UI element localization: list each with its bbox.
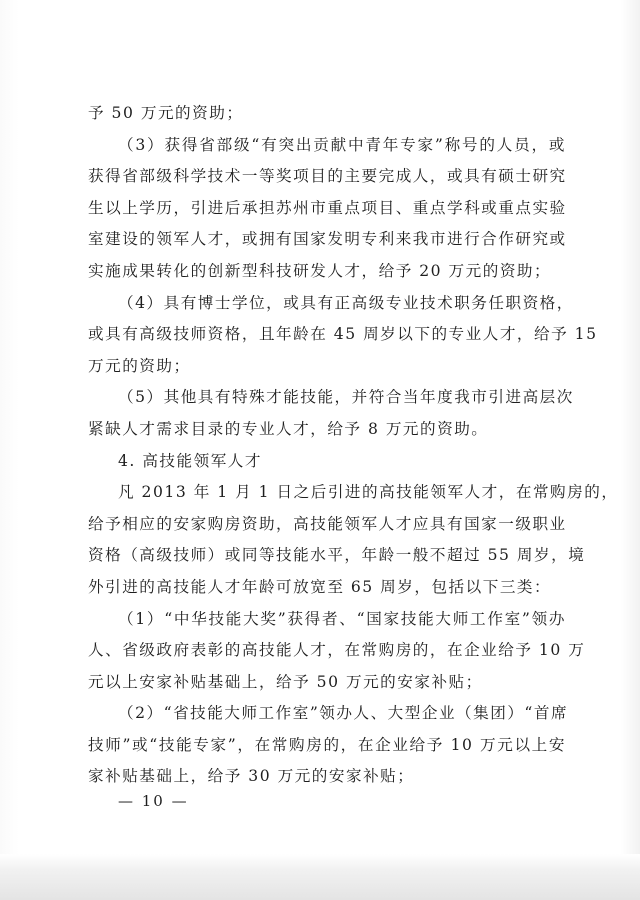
- text-line: 家补贴基础上，给予 30 万元的安家补贴；: [88, 767, 415, 786]
- text-line: 人、省级政府表彰的高技能人才，在常购房的，在企业给予 10 万: [88, 641, 586, 660]
- text-line: 资格（高级技师）或同等技能水平，年龄一般不超过 55 周岁，境: [88, 546, 586, 565]
- text-line: （1）“中华技能大奖”获得者、“国家技能大师工作室”领办: [118, 609, 566, 628]
- scan-shadow: [0, 854, 640, 900]
- text-line: （3）获得省部级“有突出贡献中青年专家”称号的人员，或: [118, 135, 566, 154]
- body-text: [88, 98, 619, 793]
- text-line: 或具有高级技师资格，且年龄在 45 周岁以下的专业人才，给予 15: [88, 325, 598, 344]
- text-line: 给予相应的安家购房资助，高技能领军人才应具有国家一级职业: [88, 514, 567, 533]
- text-line: 室建设的领军人才，或拥有国家发明专利来我市进行合作研究或: [88, 230, 567, 249]
- section-heading: 4. 高技能领军人才: [118, 451, 262, 470]
- text-line: 技师”或“技能专家”，在常购房的，在企业给予 10 万元以上安: [88, 735, 566, 754]
- text-line: 元以上安家补贴基础上，给予 50 万元的安家补贴；: [88, 672, 483, 691]
- text-line: （2）“省技能大师工作室”领办人、大型企业（集团）“首席: [118, 704, 569, 723]
- text-line: 外引进的高技能人才年龄可放宽至 65 周岁，包括以下三类：: [88, 577, 552, 596]
- text-line: 生以上学历，引进后承担苏州市重点项目、重点学科或重点实验: [88, 198, 567, 217]
- text-line: （4）具有博士学位，或具有正高级专业技术职务任职资格，: [118, 293, 574, 312]
- text-line: 紧缺人才需求目录的专业人才，给予 8 万元的资助。: [88, 419, 489, 438]
- text-line: （5）其他具有特殊才能技能，并符合当年度我市引进高层次: [118, 388, 574, 407]
- text-line: 实施成果转化的创新型科技研发人才，给予 20 万元的资助；: [88, 261, 552, 280]
- text-line: 万元的资助；: [88, 356, 191, 375]
- page-number: — 10 —: [118, 792, 189, 810]
- text-line: 予 50 万元的资助；: [88, 104, 244, 122]
- text-line: 凡 2013 年 1 月 1 日之后引进的高技能领军人才，在常购房的，: [118, 483, 619, 502]
- text-line: 获得省部级科学技术一等奖项目的主要完成人，或具有硕士研究: [88, 167, 567, 186]
